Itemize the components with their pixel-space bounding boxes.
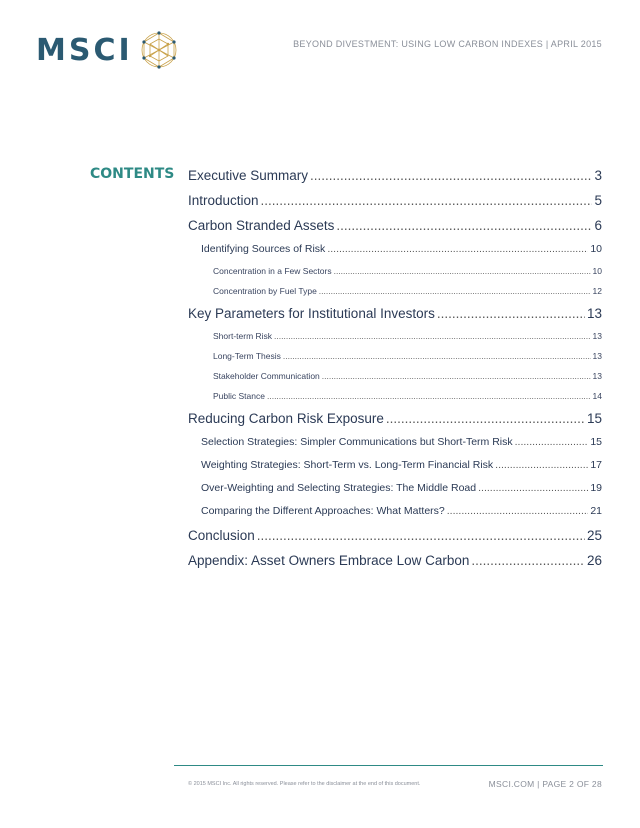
toc-entry-page: 21 (590, 505, 602, 517)
toc-entry-title: Carbon Stranded Assets (188, 218, 335, 233)
toc-entry-title: Over-Weighting and Selecting Strategies: The Middle Road (201, 482, 477, 494)
toc-entry[interactable] (188, 163, 602, 188)
toc-entry[interactable] (188, 500, 602, 523)
toc-entry-page: 13 (592, 351, 602, 361)
toc-entry-title: Identifying Sources of Risk (201, 243, 326, 255)
toc-entry-page: 12 (592, 286, 602, 296)
toc-entry[interactable] (188, 523, 602, 548)
toc-entry[interactable] (188, 238, 602, 261)
toc-entry[interactable] (188, 346, 602, 366)
toc-leader-dots (261, 188, 593, 213)
toc-entry-title: Reducing Carbon Risk Exposure (188, 411, 384, 426)
toc-leader-dots (283, 346, 591, 366)
toc-entry-title: Key Parameters for Institutional Investors (188, 306, 435, 321)
toc-entry-page: 17 (590, 459, 602, 471)
toc-leader-dots (327, 238, 588, 261)
toc-leader-dots (334, 261, 591, 281)
toc-entry-page: 5 (594, 193, 602, 208)
msci-logo (36, 28, 181, 72)
toc-entry[interactable] (188, 366, 602, 386)
toc-leader-dots (478, 477, 588, 500)
toc-leader-dots (336, 213, 592, 238)
toc-entry-title: Comparing the Different Approaches: What Matters? (201, 505, 445, 517)
toc-entry-page: 10 (592, 266, 602, 276)
toc-entry-title: Concentration by Fuel Type (213, 286, 317, 296)
toc-entry[interactable] (188, 477, 602, 500)
toc-entry[interactable] (188, 386, 602, 406)
footer-page-info: MSCI.COM | PAGE 2 OF 28 (488, 779, 602, 789)
toc-leader-dots (310, 163, 592, 188)
footer-copyright: © 2015 MSCI Inc. All rights reserved. Please refer to the disclaimer at the end of this document. (188, 781, 421, 787)
logo-text: MSCI (36, 32, 133, 68)
toc-leader-dots (437, 301, 585, 326)
toc-entry[interactable] (188, 281, 602, 301)
toc-entry[interactable] (188, 406, 602, 431)
toc-entry-title: Executive Summary (188, 168, 309, 183)
toc-entry-title: Long-Term Thesis (213, 351, 281, 361)
toc-entry-page: 26 (586, 553, 602, 568)
toc-entry-page: 13 (592, 371, 602, 381)
toc-leader-dots (257, 523, 585, 548)
toc-leader-dots (319, 281, 591, 301)
toc-entry[interactable] (188, 213, 602, 238)
toc-entry-title: Selection Strategies: Simpler Communications but Short-Term Risk (201, 436, 513, 448)
toc-leader-dots (386, 406, 585, 431)
table-of-contents (188, 163, 602, 573)
toc-leader-dots (322, 366, 591, 386)
footer-divider (174, 765, 603, 766)
toc-leader-dots (495, 454, 588, 477)
toc-entry-title: Stakeholder Communication (213, 371, 320, 381)
toc-entry-page: 13 (592, 331, 602, 341)
toc-entry[interactable] (188, 326, 602, 346)
header-title: BEYOND DIVESTMENT: USING LOW CARBON INDEXES | APRIL 2015 (293, 39, 602, 49)
toc-entry[interactable] (188, 548, 602, 573)
toc-entry-title: Weighting Strategies: Short-Term vs. Long-Term Financial Risk (201, 459, 494, 471)
toc-entry[interactable] (188, 431, 602, 454)
toc-entry-title: Public Stance (213, 391, 265, 401)
toc-entry-page: 13 (586, 306, 602, 321)
toc-entry[interactable] (188, 454, 602, 477)
toc-entry-page: 19 (590, 482, 602, 494)
toc-leader-dots (267, 386, 591, 406)
toc-entry[interactable] (188, 301, 602, 326)
toc-entry-title: Conclusion (188, 528, 255, 543)
toc-entry[interactable] (188, 188, 602, 213)
globe-logo-icon (137, 28, 181, 72)
toc-entry-page: 14 (592, 391, 602, 401)
toc-entry[interactable] (188, 261, 602, 281)
toc-entry-title: Introduction (188, 193, 259, 208)
toc-leader-dots (471, 548, 585, 573)
toc-entry-title: Short-term Risk (213, 331, 273, 341)
toc-entry-title: Appendix: Asset Owners Embrace Low Carbon (188, 553, 470, 568)
toc-leader-dots (274, 326, 590, 346)
toc-entry-page: 15 (590, 436, 602, 448)
contents-heading: CONTENTS (90, 166, 175, 182)
toc-entry-title: Concentration in a Few Sectors (213, 266, 332, 276)
toc-entry-page: 6 (594, 218, 602, 233)
toc-leader-dots (447, 500, 589, 523)
toc-entry-page: 3 (594, 168, 602, 183)
toc-entry-page: 15 (586, 411, 602, 426)
toc-entry-page: 10 (590, 243, 602, 255)
toc-leader-dots (515, 431, 589, 454)
toc-entry-page: 25 (586, 528, 602, 543)
